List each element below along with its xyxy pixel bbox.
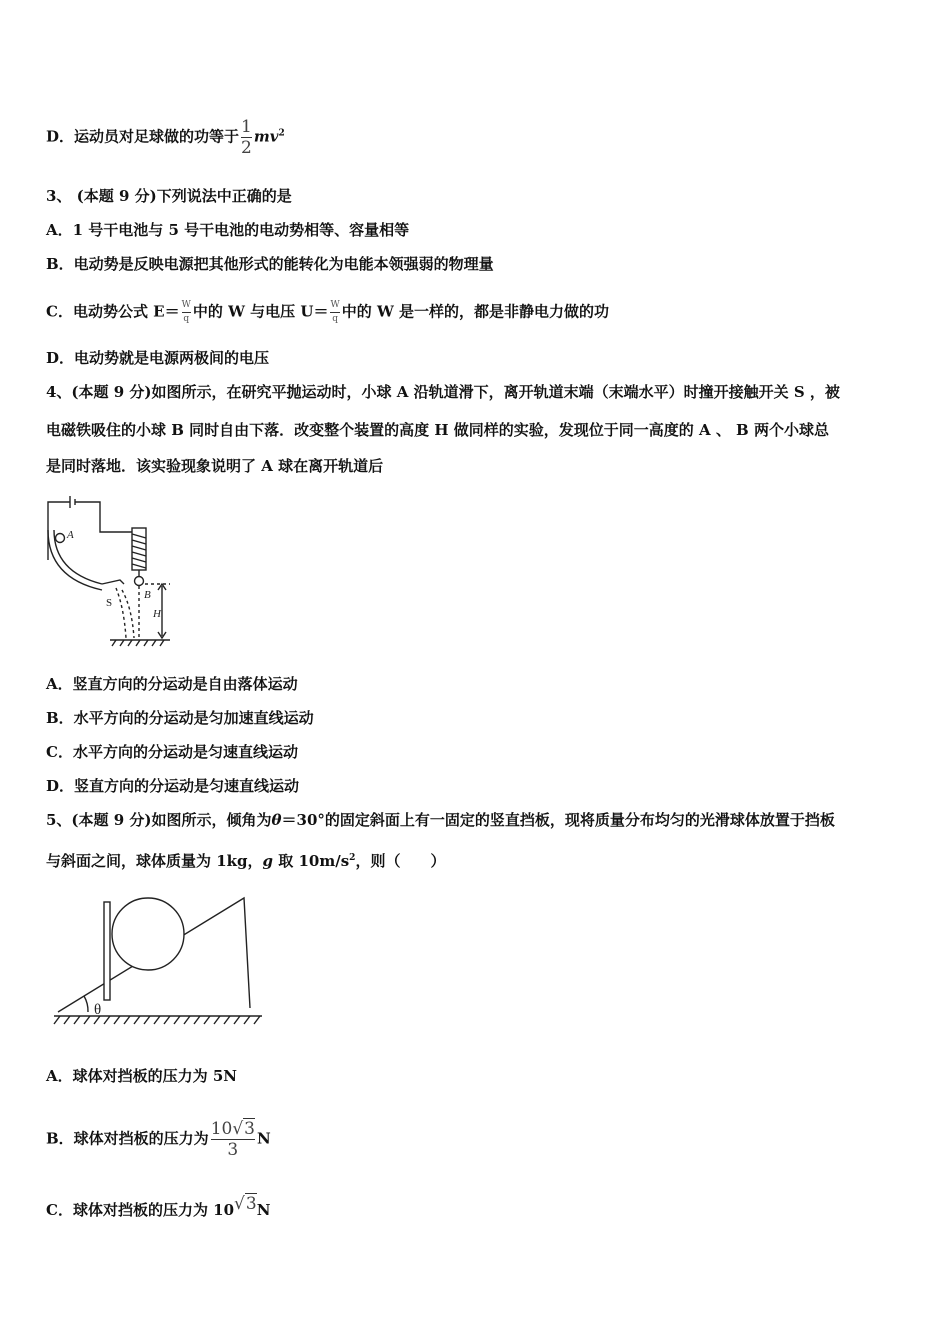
q2-option-d: D．运动员对足球做的功等于 $\frac{1}{2}$ $mv^2$ bbox=[46, 117, 285, 158]
label-a: A bbox=[67, 529, 74, 541]
q5-option-b: B．球体对挡板的压力为 $\frac{10√3}{3}$ N bbox=[46, 1119, 271, 1160]
q5-option-a: A．球体对挡板的压力为 5N bbox=[46, 1067, 238, 1085]
q3-option-d: D．电动势就是电源两极间的电压 bbox=[46, 349, 270, 367]
q5-option-c: C．球体对挡板的压力为 10√3N bbox=[46, 1194, 271, 1219]
q4-projectile-apparatus-figure bbox=[40, 490, 180, 650]
ball-b bbox=[135, 577, 144, 586]
q4-stem-line1: 4、(本题 9 分)如图所示，在研究平抛运动时，小球 A 沿轨道滑下，离开轨道末端（末端水平）时撞开接触开关 S ，被 bbox=[46, 383, 840, 401]
q3-option-b: B．电动势是反映电源把其他形式的能转化为电能本领强弱的物理量 bbox=[46, 255, 494, 273]
ball-a bbox=[56, 534, 65, 543]
q3-option-a: A．1 号干电池与 5 号干电池的电动势相等、容量相等 bbox=[46, 221, 410, 239]
label-h: H bbox=[153, 608, 161, 620]
fraction-w-over-q: $\frac{W}{q}$ bbox=[181, 300, 191, 324]
fraction-one-half: $\frac{1}{2}$ bbox=[241, 117, 252, 158]
label-theta: θ bbox=[94, 1002, 102, 1018]
q5-stem-line2: 与斜面之间，球体质量为 1kg，g 取 $10m/s^2$，则（ ） bbox=[46, 852, 446, 870]
label-s: S bbox=[106, 597, 113, 609]
q4-option-d: D．竖直方向的分运动是匀速直线运动 bbox=[46, 777, 300, 795]
q3-option-c: C．电动势公式 E＝ $\frac{W}{q}$ 中的 W 与电压 U＝ $\frac{W}{q}$ 中的 W 是一样的，都是非静电力做的功 bbox=[46, 300, 610, 324]
q5-stem-line1: 5、(本题 9 分)如图所示，倾角为θ＝30°的固定斜面上有一固定的竖直挡板，现将质量分布均匀的光滑球体放置于挡板 bbox=[46, 811, 835, 829]
q4-stem-line2: 电磁铁吸住的小球 B 同时自由下落．改变整个装置的高度 H 做同样的实验，发现位于同一高度的 A 、 B 两个小球总 bbox=[46, 421, 829, 439]
q4-option-b: B．水平方向的分运动是匀加速直线运动 bbox=[46, 709, 314, 727]
q4-option-a: A．竖直方向的分运动是自由落体运动 bbox=[46, 675, 298, 693]
fraction-10-root3-over-3: $\frac{10√3}{3}$ bbox=[210, 1119, 255, 1160]
label-b: B bbox=[144, 589, 151, 601]
fraction-w-over-q: $\frac{W}{q}$ bbox=[330, 300, 340, 324]
sqrt-3: √3 bbox=[234, 1194, 257, 1214]
q5-incline-figure bbox=[48, 890, 268, 1032]
q4-stem-line3: 是同时落地．该实验现象说明了 A 球在离开轨道后 bbox=[46, 457, 384, 475]
q4-option-c: C．水平方向的分运动是匀速直线运动 bbox=[46, 743, 298, 761]
q3-stem: 3、 (本题 9 分)下列说法中正确的是 bbox=[46, 187, 292, 205]
